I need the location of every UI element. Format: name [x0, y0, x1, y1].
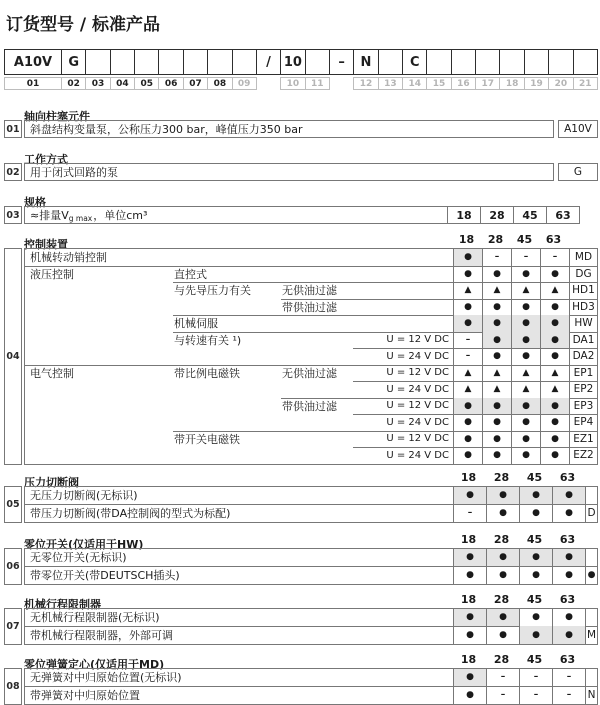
size-header: 45	[516, 233, 533, 246]
availability-cell: ▲	[482, 282, 511, 299]
table-row-ep4	[25, 414, 597, 431]
availability-cell: ●	[453, 686, 486, 704]
availability-cell: ●	[482, 315, 511, 332]
voltage-label: U = 12 V DC	[386, 334, 449, 346]
code-cell	[585, 549, 597, 567]
availability-cell: ●	[540, 266, 569, 283]
availability-cell: ●	[552, 549, 585, 567]
size-header: 63	[559, 532, 576, 546]
availability-cell: ●	[482, 447, 511, 464]
table-row-ep2	[25, 381, 597, 398]
size-cell: 45	[513, 206, 547, 224]
availability-cell: –	[486, 686, 519, 704]
row-label: 带比例电磁铁	[174, 366, 240, 380]
voltage-label: U = 24 V DC	[386, 383, 449, 395]
availability-cell: –	[540, 249, 569, 266]
size-header: 18	[460, 592, 477, 606]
availability-cell: ▲	[453, 381, 482, 398]
availability-cell: ●	[511, 332, 540, 349]
section-number: 03	[4, 206, 22, 224]
position-number: 04	[110, 77, 135, 90]
table-row	[25, 549, 597, 567]
row-description: 带弹簧对中归原始位置	[30, 688, 140, 702]
availability-cell: ▲	[511, 282, 540, 299]
size-header: 28	[493, 592, 510, 606]
code-cell	[426, 49, 451, 75]
row-label: 机械伺服	[174, 317, 218, 331]
availability-cell: ●	[482, 332, 511, 349]
code-cell	[499, 49, 524, 75]
availability-cell: ●	[482, 266, 511, 283]
availability-cell: ●	[511, 315, 540, 332]
code-cell: N	[585, 686, 597, 704]
size-header: 63	[559, 652, 576, 666]
position-number: 15	[426, 77, 451, 90]
availability-cell: ●	[552, 566, 585, 584]
availability-cell: ●	[453, 431, 482, 448]
code-cell: ●	[585, 566, 597, 584]
row-label: 带开关电磁铁	[174, 432, 240, 446]
availability-cell: ●	[486, 566, 519, 584]
availability-cell: ●	[453, 487, 486, 505]
control-table	[24, 248, 598, 465]
availability-cell: ●	[453, 299, 482, 316]
row-sublabel: 无供油过滤	[282, 284, 337, 298]
code-cell	[585, 487, 597, 505]
availability-cell: ▲	[482, 381, 511, 398]
size-header: 18	[460, 652, 477, 666]
code-cell	[207, 49, 232, 75]
row-description: 用于闭式回路的泵	[24, 163, 554, 181]
code-cell: G	[61, 49, 86, 75]
position-number-gap	[329, 77, 354, 90]
section-header: 规格	[24, 196, 46, 209]
availability-cell: ●	[552, 504, 585, 522]
availability-cell: ●	[540, 398, 569, 415]
position-number: 18	[499, 77, 524, 90]
availability-cell: ●	[453, 669, 486, 687]
availability-cell: ●	[511, 431, 540, 448]
voltage-label: U = 24 V DC	[386, 350, 449, 362]
availability-cell: ▲	[482, 365, 511, 382]
table-row-hw	[25, 315, 597, 332]
page-title: 订货型号 / 标准产品	[6, 15, 161, 35]
availability-cell: ▲	[540, 365, 569, 382]
size-header: 63	[545, 233, 562, 246]
table-row-ep1	[25, 365, 597, 382]
code-cell	[524, 49, 549, 75]
code-cell	[305, 49, 330, 75]
table-row-md	[25, 249, 597, 266]
code-cell: EZ2	[569, 447, 597, 464]
code-cell: A10V	[4, 49, 62, 75]
position-number: 07	[183, 77, 208, 90]
size-header: 28	[493, 470, 510, 484]
availability-cell: ●	[486, 487, 519, 505]
code-cell	[183, 49, 208, 75]
position-numbers-row	[4, 77, 598, 90]
availability-cell: ●	[453, 398, 482, 415]
code-cell	[134, 49, 159, 75]
code-cell: 10	[280, 49, 305, 75]
row-label: 与先导压力有关	[174, 284, 251, 298]
availability-cell: ●	[482, 299, 511, 316]
size-cell: 18	[447, 206, 481, 224]
availability-cell: ●	[511, 447, 540, 464]
code-cell: EZ1	[569, 431, 597, 448]
row-sublabel: 带供油过滤	[282, 300, 337, 314]
row-description: 无机械行程限制器(无标识)	[30, 611, 160, 625]
availability-cell: ●	[482, 414, 511, 431]
availability-cell: ▲	[453, 365, 482, 382]
section-size	[4, 191, 598, 224]
size-header: 18	[460, 470, 477, 484]
row-description: 带零位开关(带DEUTSCH插头)	[30, 568, 180, 582]
voltage-label: U = 12 V DC	[386, 433, 449, 445]
section-control-device	[4, 233, 598, 465]
displacement-label: ≈排量V	[30, 209, 69, 222]
position-number: 20	[548, 77, 573, 90]
table-row-hd3	[25, 299, 597, 316]
table-row-da2	[25, 348, 597, 365]
voltage-label: U = 24 V DC	[386, 449, 449, 461]
code-cell	[232, 49, 257, 75]
availability-cell: ●	[511, 348, 540, 365]
voltage-label: U = 24 V DC	[386, 416, 449, 428]
table-row	[25, 504, 597, 522]
availability-cell: ▲	[511, 381, 540, 398]
code-cell: EP4	[569, 414, 597, 431]
availability-cell: ●	[540, 332, 569, 349]
row-description: 斜盘结构变量泵，公称压力300 bar，峰值压力350 bar	[24, 120, 554, 138]
availability-cell: ●	[482, 348, 511, 365]
code-cell: HD3	[569, 299, 597, 316]
availability-cell: ●	[453, 566, 486, 584]
availability-cell: ●	[486, 609, 519, 627]
availability-cell: ●	[552, 626, 585, 644]
availability-cell: ●	[486, 549, 519, 567]
availability-cell: ▲	[453, 282, 482, 299]
availability-cell: ●	[453, 447, 482, 464]
section-neutral-switch	[4, 533, 598, 585]
availability-cell: ▲	[540, 381, 569, 398]
table-row-ez1	[25, 431, 597, 448]
availability-cell: –	[453, 332, 482, 349]
code-separator-dash: –	[329, 49, 354, 75]
availability-cell: ●	[511, 299, 540, 316]
availability-cell: ●	[453, 315, 482, 332]
row-label: 与转速有关 ¹)	[174, 333, 242, 347]
position-number: 03	[85, 77, 110, 90]
availability-cell: –	[511, 249, 540, 266]
code-boxes-row	[4, 49, 598, 75]
code-cell: DG	[569, 266, 597, 283]
table-row	[25, 566, 597, 584]
availability-cell: ●	[486, 626, 519, 644]
section-header: 压力切断阀	[24, 475, 79, 489]
ordering-code-strip	[4, 49, 598, 90]
section-number: 01	[4, 120, 22, 138]
position-number: 11	[305, 77, 330, 90]
code-cell	[573, 49, 598, 75]
size-header: 45	[526, 470, 543, 484]
voltage-label: U = 12 V DC	[386, 367, 449, 379]
availability-cell: –	[552, 686, 585, 704]
position-number: 05	[134, 77, 159, 90]
availability-cell: ●	[519, 566, 552, 584]
availability-cell: –	[552, 669, 585, 687]
size-header: 45	[526, 592, 543, 606]
code-cell: D	[585, 504, 597, 522]
table-row-hd1	[25, 282, 597, 299]
availability-cell: ●	[453, 609, 486, 627]
availability-cell: ▲	[540, 282, 569, 299]
availability-cell: ●	[519, 626, 552, 644]
position-number: 08	[207, 77, 232, 90]
availability-cell: ●	[540, 299, 569, 316]
row-group-label: 液压控制	[30, 267, 74, 281]
availability-cell: ●	[486, 504, 519, 522]
size-header: 28	[493, 532, 510, 546]
displacement-subscript: g max	[68, 213, 93, 223]
code-cell: EP3	[569, 398, 597, 415]
code-cell: EP1	[569, 365, 597, 382]
row-sublabel: 无供油过滤	[282, 366, 337, 380]
table-row	[25, 686, 597, 704]
availability-cell: –	[519, 669, 552, 687]
position-number: 02	[61, 77, 86, 90]
availability-cell: –	[486, 669, 519, 687]
section-number: 06	[4, 548, 22, 585]
availability-cell: ●	[453, 626, 486, 644]
code-cell: MD	[569, 249, 597, 266]
code-cell: A10V	[558, 120, 598, 138]
table-row	[25, 626, 597, 644]
code-cell	[85, 49, 110, 75]
code-cell: HW	[569, 315, 597, 332]
displacement-unit: ，单位cm³	[93, 209, 148, 222]
section-header: 轴向柱塞元件	[24, 110, 90, 123]
availability-cell: ●	[552, 609, 585, 627]
row-description: 无弹簧对中归原始位置(无标识)	[30, 671, 182, 685]
code-separator-slash: /	[256, 49, 281, 75]
position-number: 06	[158, 77, 183, 90]
table-row-dg	[25, 266, 597, 283]
section-header: 零位弹簧定心(仅适用于MD)	[24, 657, 165, 671]
row-description	[24, 206, 448, 224]
size-header: 28	[493, 652, 510, 666]
position-number: 19	[524, 77, 549, 90]
row-description: 无零位开关(无标识)	[30, 551, 127, 565]
availability-cell: ●	[482, 398, 511, 415]
row-sublabel: 带供油过滤	[282, 399, 337, 413]
size-header: 63	[559, 470, 576, 484]
availability-cell: ●	[540, 431, 569, 448]
code-cell	[585, 669, 597, 687]
availability-cell: ●	[453, 266, 482, 283]
section-number: 04	[4, 248, 22, 465]
position-number: 16	[451, 77, 476, 90]
availability-cell: ●	[552, 487, 585, 505]
availability-cell: ●	[453, 549, 486, 567]
availability-cell: ●	[540, 348, 569, 365]
size-header: 28	[487, 233, 504, 246]
section-number: 08	[4, 668, 22, 705]
availability-cell: ●	[519, 487, 552, 505]
availability-cell: ●	[482, 431, 511, 448]
row-group-label: 电气控制	[30, 366, 74, 380]
code-cell	[378, 49, 403, 75]
position-number: 14	[402, 77, 427, 90]
availability-cell: –	[453, 504, 486, 522]
row-description: 带压力切断阀(带DA控制阀的型式为标配)	[30, 506, 231, 520]
position-number: 21	[573, 77, 598, 90]
position-number-gap	[256, 77, 281, 90]
availability-cell: –	[482, 249, 511, 266]
availability-cell: ●	[453, 249, 482, 266]
row-label: 机械转动销控制	[30, 251, 107, 265]
size-header: 45	[526, 532, 543, 546]
table-row	[25, 669, 597, 687]
section-number: 07	[4, 608, 22, 645]
availability-cell: ●	[519, 504, 552, 522]
section-operating-mode	[4, 148, 598, 181]
code-cell: DA2	[569, 348, 597, 365]
position-number: 09	[232, 77, 257, 90]
availability-cell: ●	[511, 414, 540, 431]
section-pressure-cutoff	[4, 471, 598, 523]
section-axial-piston-unit	[4, 105, 598, 138]
position-number: 13	[378, 77, 403, 90]
code-cell: C	[402, 49, 427, 75]
availability-cell: –	[453, 348, 482, 365]
availability-cell: ●	[540, 315, 569, 332]
availability-cell: ●	[511, 398, 540, 415]
availability-cell: –	[519, 686, 552, 704]
position-number: 17	[475, 77, 500, 90]
position-number: 10	[280, 77, 305, 90]
code-cell: EP2	[569, 381, 597, 398]
availability-cell: ●	[540, 414, 569, 431]
section-mechanical-stroke-limiter	[4, 593, 598, 645]
availability-cell: ●	[519, 609, 552, 627]
code-cell: N	[353, 49, 378, 75]
code-cell: G	[558, 163, 598, 181]
code-cell	[548, 49, 573, 75]
availability-cell: ●	[511, 266, 540, 283]
table-row-ep3	[25, 398, 597, 415]
row-description: 带机械行程限制器，外部可调	[30, 628, 173, 642]
size-header: 63	[559, 592, 576, 606]
code-cell	[110, 49, 135, 75]
section-number: 05	[4, 486, 22, 523]
position-number: 12	[353, 77, 378, 90]
section-neutral-spring-centering	[4, 653, 598, 705]
row-label: 直控式	[174, 267, 207, 281]
table-row	[25, 609, 597, 627]
size-cell: 28	[480, 206, 514, 224]
position-number: 01	[4, 77, 62, 90]
section-header: 零位开关(仅适用于HW)	[24, 537, 144, 551]
section-header: 控制装置	[24, 238, 68, 251]
size-cell: 63	[546, 206, 580, 224]
section-header: 工作方式	[24, 153, 68, 166]
code-cell	[451, 49, 476, 75]
section-header: 机械行程限制器	[24, 597, 101, 611]
voltage-label: U = 12 V DC	[386, 400, 449, 412]
size-header: 18	[460, 532, 477, 546]
code-cell	[158, 49, 183, 75]
availability-cell: ●	[453, 414, 482, 431]
table-row-da1	[25, 332, 597, 349]
code-cell: M	[585, 626, 597, 644]
table-row	[25, 487, 597, 505]
table-row-ez2	[25, 447, 597, 464]
availability-cell: ●	[540, 447, 569, 464]
code-cell: DA1	[569, 332, 597, 349]
section-number: 02	[4, 163, 22, 181]
code-cell	[585, 609, 597, 627]
availability-cell: ●	[519, 549, 552, 567]
size-header: 18	[458, 233, 475, 246]
availability-cell: ▲	[511, 365, 540, 382]
row-description: 无压力切断阀(无标识)	[30, 489, 138, 503]
code-cell	[475, 49, 500, 75]
size-header: 45	[526, 652, 543, 666]
code-cell: HD1	[569, 282, 597, 299]
